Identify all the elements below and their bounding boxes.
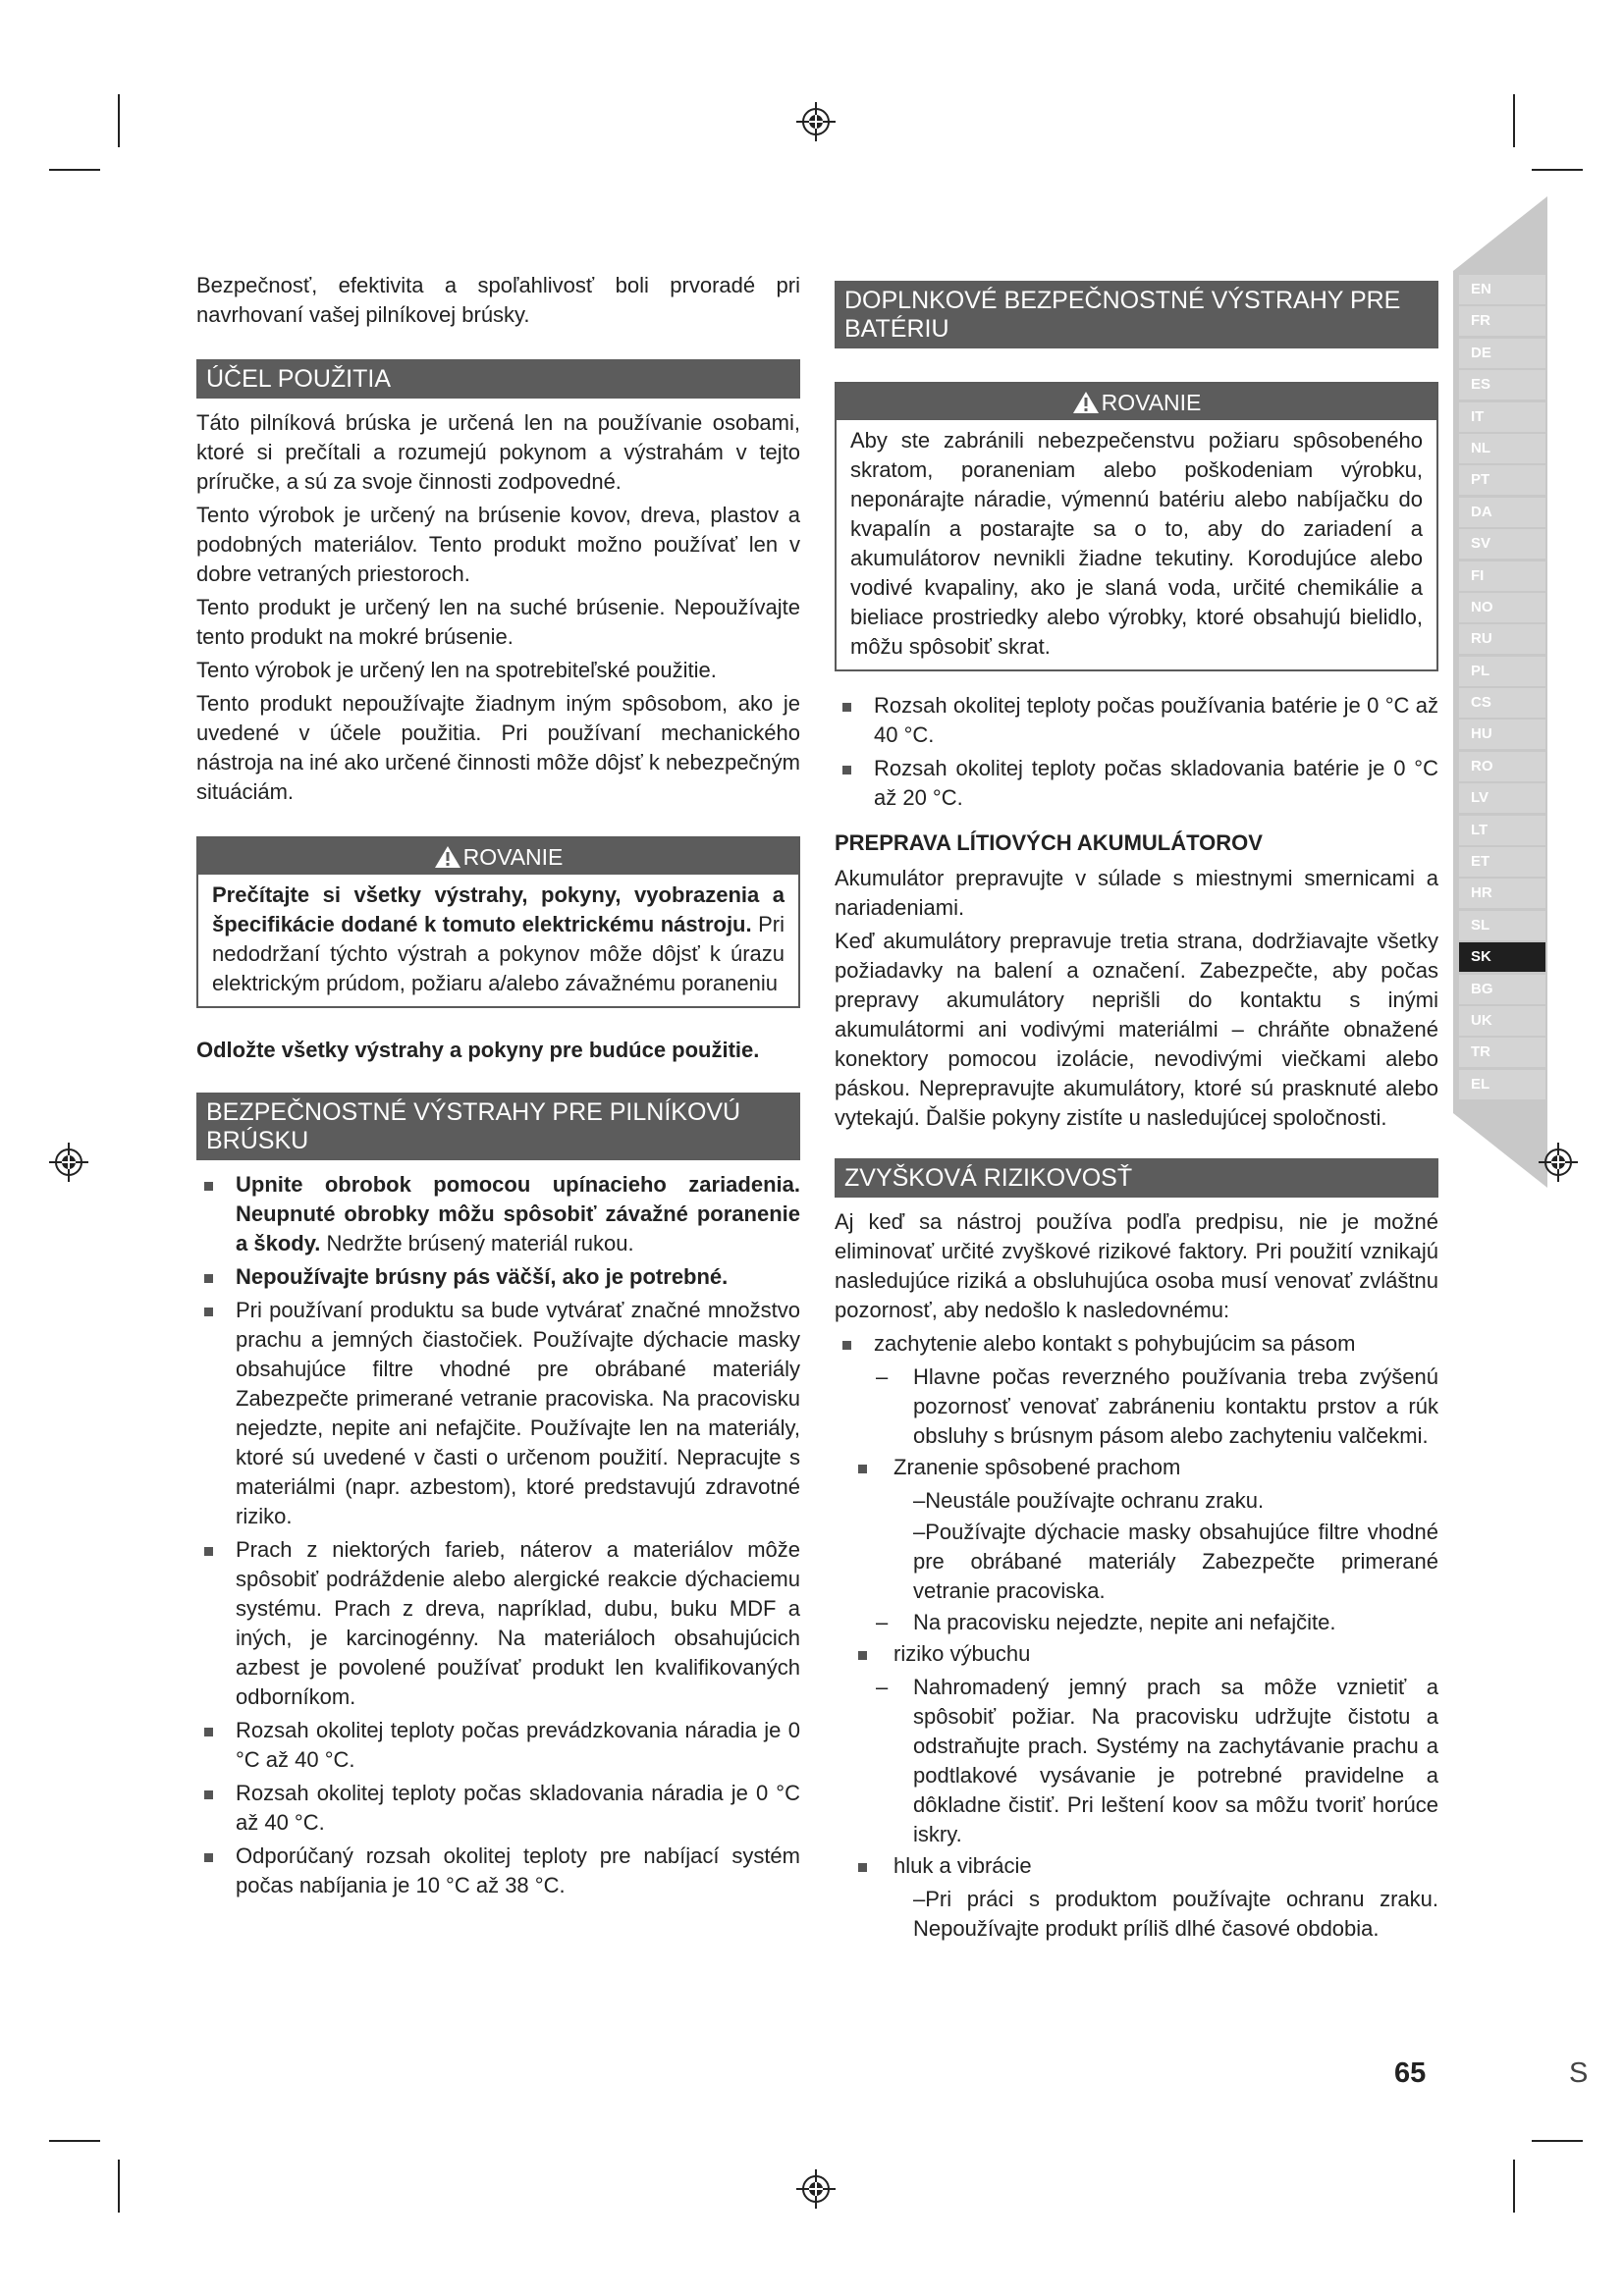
list-item: Rozsah okolitej teploty počas prevádzkovania náradia je 0 °C až 40 °C. xyxy=(196,1716,800,1775)
list-item: Odporúčaný rozsah okolitej teploty pre nabíjací systém počas nabíjania je 10 °C až 38 °C. xyxy=(196,1842,800,1900)
paragraph: Keď akumulátory prepravuje tretia strana, dodržiavajte všetky požiadavky na balení a označení. Zabezpečte, aby počas prepravy akumulátory neprišli do kontaktu s inými akumulátormi ani vodivými materiálmi – chráňte obnažené konektory pomocou izolácie, nevodivými viečkami alebo páskou. Neprepravujte akumulátory, ktoré sú prasknuté alebo vytekajú. Ďalšie pokyny zistíte u nasledujúcej spoločnosti. xyxy=(835,929,1438,1130)
warning-bold-text: Prečítajte si všetky výstrahy, pokyny, vyobrazenia a špecifikácie dodané k tomuto elektrickému nástroju. xyxy=(212,882,785,936)
crop-mark xyxy=(1513,2160,1515,2213)
warning-title-text: ROVANIE xyxy=(1101,390,1202,415)
language-tab-fr[interactable]: FR xyxy=(1459,306,1545,336)
language-tab-en[interactable]: EN xyxy=(1459,275,1545,304)
risk-list xyxy=(835,1329,1438,1359)
risk-list xyxy=(835,1851,1438,1881)
paragraph: Aj keď sa nástroj používa podľa predpisu, nie je možné eliminovať určité zvyškové rizikové faktory. Pri použití vznikajú nasledujúce riziká a obsluhujúca osoba musí venovať zvláštnu pozornosť, aby nedošlo k nasledovnému: xyxy=(835,1209,1438,1322)
warning-title-text: ROVANIE xyxy=(462,844,564,870)
language-tab-sk[interactable]: SK xyxy=(1459,942,1545,972)
dash-item: –Používajte dýchacie masky obsahujúce filtre vhodné pre obrábané materiály Zabezpečte primerané vetranie pracoviska. xyxy=(913,1520,1438,1603)
language-tab-lt[interactable]: LT xyxy=(1459,816,1545,845)
crop-mark xyxy=(1532,2140,1583,2142)
paragraph: Tento produkt je určený len na suché brúsenie. Nepoužívajte tento produkt na mokré brúsenie. xyxy=(196,595,800,649)
risk-list xyxy=(835,1639,1438,1669)
crop-mark xyxy=(1513,94,1515,147)
list-item xyxy=(196,1262,800,1292)
list-item: Zranenie spôsobené prachom xyxy=(835,1453,1438,1482)
right-column xyxy=(835,281,1438,1946)
edge-character: S xyxy=(1569,2057,1589,2089)
warning-title xyxy=(198,838,798,875)
warning-body xyxy=(837,420,1436,669)
language-tab-pl[interactable]: PL xyxy=(1459,657,1545,686)
warning-regular-text: Pri nedodržaní týchto výstrah a pokynov môže dôjsť k úrazu elektrickým prúdom, požiaru a/alebo závažnému poraneniu xyxy=(212,912,785,995)
language-tab-uk[interactable]: UK xyxy=(1459,1006,1545,1036)
dash-item: – Hlavne počas reverzného používania treba zvýšenú pozornosť venovať zabráneniu kontaktu prstov a rúk obsluhy s brúsnym pásom alebo zachyteniu valčekmi. xyxy=(835,1362,1438,1451)
crop-mark xyxy=(118,2160,120,2213)
battery-list xyxy=(835,691,1438,813)
warning-title xyxy=(837,384,1436,420)
dash-item: –Pri práci s produktom používajte ochranu zraku. Nepoužívajte produkt príliš dlhé časové obdobia. xyxy=(913,1887,1438,1941)
language-tab-es[interactable]: ES xyxy=(1459,370,1545,400)
list-item: Pri používaní produktu sa bude vytvárať značné množstvo prachu a jemných čiastočiek. Používajte dýchacie masky obsahujúce filtre vhodné pre obrábané materiály Zabezpečte primerané vetranie pracoviska. Na pracovisku nejedzte, nepite ani nefajčite. Používajte len na materiály, ktoré sú uvedené v časti o určenom použití. Nepracujte s materiálmi (napr. azbestom), ktoré predstavujú zdravotné riziko. xyxy=(196,1296,800,1531)
list-item-text: Nedržte brúsený materiál rukou. xyxy=(320,1231,634,1255)
language-tab-ru[interactable]: RU xyxy=(1459,624,1545,654)
language-tab-bg[interactable]: BG xyxy=(1459,975,1545,1004)
list-item-bold: Upnite obrobok pomocou upínacieho zariadenia. Neupnuté obrobky môžu spôsobiť závažné poranenie a škody. xyxy=(236,1172,800,1255)
language-tab-cs[interactable]: CS xyxy=(1459,688,1545,718)
language-tab-el[interactable]: EL xyxy=(1459,1070,1545,1099)
language-tab-et[interactable]: ET xyxy=(1459,847,1545,877)
language-tab-sl[interactable]: SL xyxy=(1459,911,1545,940)
warning-box xyxy=(196,836,800,1008)
crop-mark xyxy=(118,94,120,147)
language-tab-no[interactable]: NO xyxy=(1459,593,1545,622)
list-item: Rozsah okolitej teploty počas skladovania batérie je 0 °C až 20 °C. xyxy=(835,754,1438,813)
left-column xyxy=(196,271,800,1904)
warning-triangle-icon xyxy=(434,845,461,869)
risk-list xyxy=(835,1453,1438,1482)
dash-item: – Nahromadený jemný prach sa môže vznietiť a spôsobiť požiar. Na pracovisku udržujte čistotu a odstraňujte prach. Systémy na zachytávanie prachu a podtlakové vysávanie je potrebné pravidelne a dôkladne čistiť. Pri leštení koov sa môžu tvoriť horúce iskry. xyxy=(835,1673,1438,1849)
language-tabs xyxy=(1459,275,1545,1101)
language-tab-hu[interactable]: HU xyxy=(1459,720,1545,749)
paragraph: Tento výrobok je určený len na spotrebiteľské použitie. xyxy=(196,658,717,682)
section-heading-zvyskova: ZVYŠKOVÁ RIZIKOVOSŤ xyxy=(835,1158,1438,1198)
warning-triangle-icon xyxy=(1072,391,1100,414)
paragraph: Tento výrobok je určený na brúsenie kovov, dreva, plastov a podobných materiálov. Tento produkt možno používať len v dobre vetraných priestoroch. xyxy=(196,503,800,586)
crop-mark xyxy=(49,169,100,171)
warning-body xyxy=(198,875,798,1006)
crop-mark xyxy=(1532,169,1583,171)
paragraph: Tento produkt nepoužívajte žiadnym iným spôsobom, ako je uvedené v účele použitia. Pri používaní mechanického nástroja na iné ako určené činnosti môže dôjsť k nebezpečným situáciám. xyxy=(196,691,800,804)
language-tab-nl[interactable]: NL xyxy=(1459,434,1545,463)
list-item: riziko výbuchu xyxy=(835,1639,1438,1669)
warning-box xyxy=(835,382,1438,671)
dash-item: –Neustále používajte ochranu zraku. xyxy=(913,1488,1265,1513)
language-tab-it[interactable]: IT xyxy=(1459,402,1545,432)
warning-text: Aby ste zabránili nebezpečenstvu požiaru spôsobeného skratom, poraneniam alebo poškodeniam výrobku, neponárajte náradie, výmennú batériu alebo nabíjačku do kvapalín a postarajte sa o to, aby do zariadení a akumulátorov nevnikli žiadne tekutiny. Korodujúce alebo vodivé kvapaliny, ako je slaná voda, určité chemikálie a bieliace prostriedky alebo výrobky, ktoré obsahujú bielidlo, môžu spôsobiť skrat. xyxy=(850,428,1423,659)
list-item: zachytenie alebo kontakt s pohybujúcim sa pásom xyxy=(835,1329,1438,1359)
list-item: Rozsah okolitej teploty počas používania batérie je 0 °C až 40 °C. xyxy=(835,691,1438,750)
subheading-preprava: PREPRAVA LÍTIOVÝCH AKUMULÁTOROV xyxy=(835,830,1263,855)
registration-mark-icon xyxy=(796,2169,836,2209)
warning-text xyxy=(212,881,785,998)
language-tab-lv[interactable]: LV xyxy=(1459,783,1545,813)
intro-text: Bezpečnosť, efektivita a spoľahlivosť boli prvoradé pri navrhovaní vašej pilníkovej brúsky. xyxy=(196,273,800,327)
language-tab-tr[interactable]: TR xyxy=(1459,1038,1545,1067)
list-item: hluk a vibrácie xyxy=(835,1851,1438,1881)
keep-instructions: Odložte všetky výstrahy a pokyny pre budúce použitie. xyxy=(196,1038,760,1062)
safety-list xyxy=(196,1170,800,1900)
section-heading-doplnkove: DOPLNKOVÉ BEZPEČNOSTNÉ VÝSTRAHY PRE BATÉRIU xyxy=(835,281,1438,348)
section-heading-ucel: ÚČEL POUŽITIA xyxy=(196,359,800,399)
language-tab-hr[interactable]: HR xyxy=(1459,879,1545,908)
registration-mark-icon xyxy=(1539,1143,1578,1182)
crop-mark xyxy=(49,2140,100,2142)
list-item: Prach z niektorých farieb, náterov a materiálov môže spôsobiť podráždenie alebo alergické reakcie dýchaciemu systému. Prach z dreva, napríklad, dubu, buku MDF a iných, je karcinogénny. Na materiáloch obsahujúcich azbest je povolené používať produkt len kvalifikovaných odborníkom. xyxy=(196,1535,800,1712)
language-tab-da[interactable]: DA xyxy=(1459,498,1545,527)
dash-item: – Na pracovisku nejedzte, nepite ani nefajčite. xyxy=(835,1608,1438,1637)
paragraph: Táto pilníková brúska je určená len na používanie osobami, ktoré si prečítali a rozumejú pokynom a výstrahám v tejto príručke, a sú za svoje činnosti zodpovedné. xyxy=(196,410,800,494)
language-tab-pt[interactable]: PT xyxy=(1459,465,1545,495)
registration-mark-icon xyxy=(49,1143,88,1182)
list-item xyxy=(196,1170,800,1258)
paragraph: Akumulátor prepravujte v súlade s miestnymi smernicami a nariadeniami. xyxy=(835,866,1438,920)
list-item-bold: Nepoužívajte brúsny pás väčší, ako je potrebné. xyxy=(236,1264,729,1289)
registration-mark-icon xyxy=(796,102,836,141)
list-item: Rozsah okolitej teploty počas skladovania náradia je 0 °C až 40 °C. xyxy=(196,1779,800,1838)
language-tab-ro[interactable]: RO xyxy=(1459,752,1545,781)
language-tab-sv[interactable]: SV xyxy=(1459,529,1545,559)
language-tab-fi[interactable]: FI xyxy=(1459,561,1545,591)
section-heading-bezp: BEZPEČNOSTNÉ VÝSTRAHY PRE PILNÍKOVÚ BRÚSKU xyxy=(196,1093,800,1160)
language-tab-de[interactable]: DE xyxy=(1459,339,1545,368)
page-number: 65 xyxy=(1394,2057,1427,2089)
